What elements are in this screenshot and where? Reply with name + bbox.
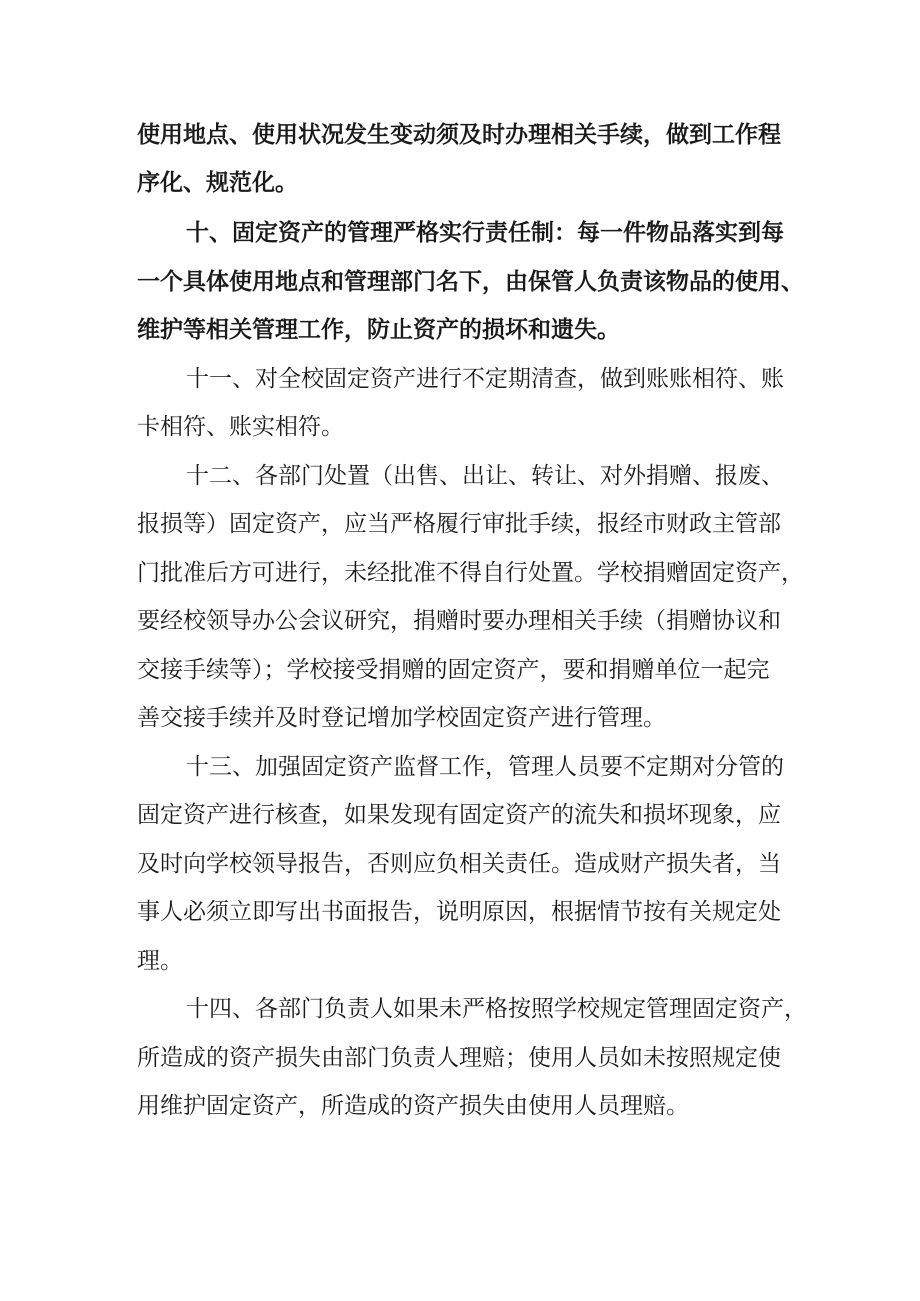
text-line: 使用地点、使用状况发生变动须及时办理相关手续，做到工作程 xyxy=(137,122,781,148)
text-line: 十一、对全校固定资产进行不定期清查，做到账账相符、账 xyxy=(186,366,784,392)
text-line: 维护等相关管理工作，防止资产的损坏和遗失。 xyxy=(137,317,620,343)
text-line: 理。 xyxy=(137,948,183,974)
text-line: 卡相符、账实相符。 xyxy=(137,414,344,440)
text-line: 序化、规范化。 xyxy=(137,170,298,196)
text-line: 交接手续等）；学校接受捐赠的固定资产，要和捐赠单位一起完 xyxy=(137,657,770,683)
text-line: 十、固定资产的管理严格实行责任制：每一件物品落实到每 xyxy=(186,220,784,246)
text-line: 事人必须立即写出书面报告，说明原因，根据情节按有关规定处 xyxy=(137,899,781,925)
text-line: 所造成的资产损失由部门负责人理赔；使用人员如未按照规定使 xyxy=(137,1045,781,1071)
text-line: 报损等）固定资产，应当严格履行审批手续，报经市财政主管部 xyxy=(137,511,781,537)
text-line: 及时向学校领导报告，否则应负相关责任。造成财产损失者，当 xyxy=(137,851,781,877)
text-line: 固定资产进行核查，如果发现有固定资产的流失和损坏现象，应 xyxy=(137,802,781,828)
text-line: 门批准后方可进行，未经批准不得自行处置。学校捐赠固定资产， xyxy=(137,560,804,586)
text-line: 用维护固定资产，所造成的资产损失由使用人员理赔。 xyxy=(137,1093,689,1119)
text-line: 一个具体使用地点和管理部门名下，由保管人负责该物品的使用、 xyxy=(137,269,804,295)
text-line: 要经校领导办公会议研究，捐赠时要办理相关手续（捐赠协议和 xyxy=(137,608,781,634)
text-line: 十四、各部门负责人如果未严格按照学校规定管理固定资产， xyxy=(186,996,807,1022)
text-line: 十二、各部门处置（出售、出让、转让、对外捐赠、报废、 xyxy=(186,463,784,489)
text-line: 十三、加强固定资产监督工作，管理人员要不定期对分管的 xyxy=(186,754,784,780)
text-line: 善交接手续并及时登记增加学校固定资产进行管理。 xyxy=(137,705,666,731)
